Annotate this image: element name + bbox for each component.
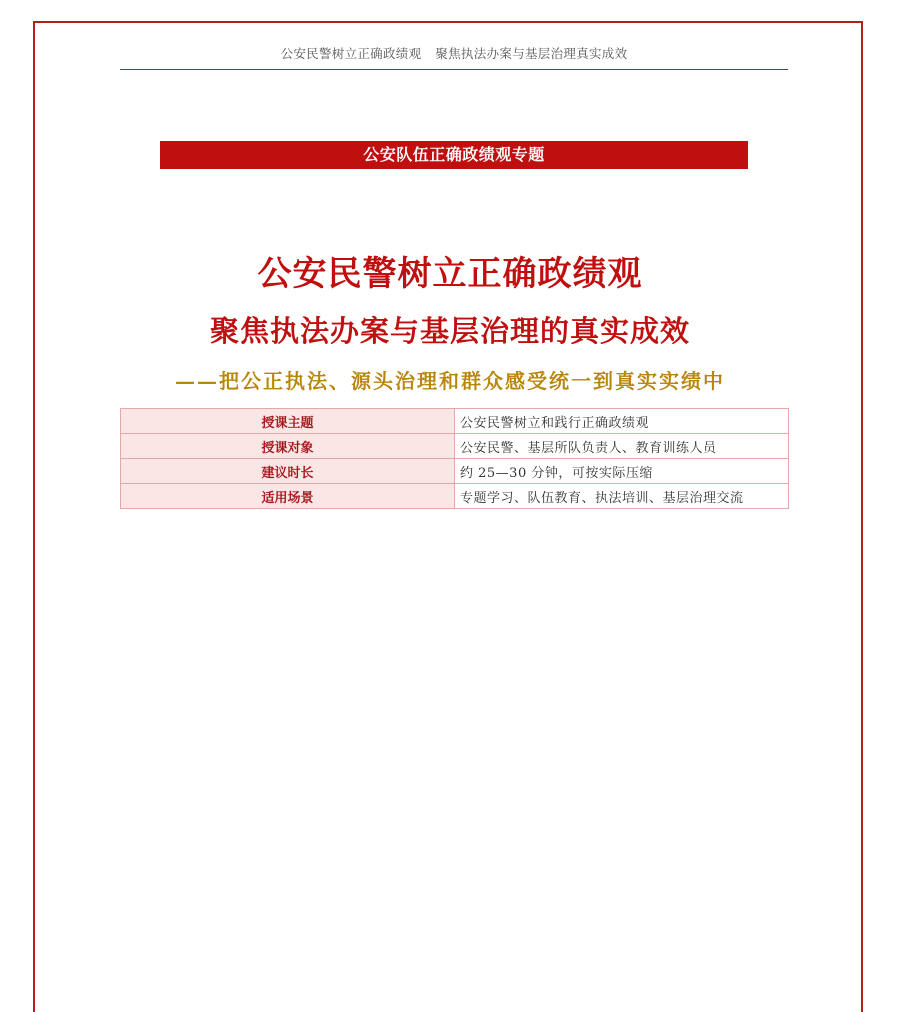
sub-title: 聚焦执法办案与基层治理的真实成效 — [209, 314, 690, 348]
running-header-right: 聚焦执法办案与基层治理真实成效 — [435, 46, 628, 61]
row-value-duration: 约 25—30 分钟，可按实际压缩 — [455, 459, 789, 484]
table-row — [121, 409, 789, 434]
row-value-audience: 公安民警、基层所队负责人、教育训练人员 — [455, 434, 789, 459]
table-row — [121, 459, 789, 484]
topic-banner: 公安队伍正确政绩观专题 — [160, 141, 748, 169]
row-label-audience: 授课对象 — [121, 434, 455, 459]
main-title: 公安民警树立正确政绩观 — [257, 254, 643, 294]
header-rule — [120, 69, 788, 70]
tagline: ——把公正执法、源头治理和群众感受统一到真实实绩中 — [175, 369, 725, 393]
row-value-scenarios: 专题学习、队伍教育、执法培训、基层治理交流 — [455, 484, 789, 509]
table-row — [121, 484, 789, 509]
running-header — [120, 44, 788, 62]
row-label-duration: 建议时长 — [121, 459, 455, 484]
course-info-table — [120, 408, 789, 509]
running-header-left: 公安民警树立正确政绩观 — [280, 46, 422, 61]
row-label-scenarios: 适用场景 — [121, 484, 455, 509]
row-value-topic: 公安民警树立和践行正确政绩观 — [455, 409, 789, 434]
row-label-topic: 授课主题 — [121, 409, 455, 434]
table-row — [121, 434, 789, 459]
page-frame — [33, 21, 863, 1012]
